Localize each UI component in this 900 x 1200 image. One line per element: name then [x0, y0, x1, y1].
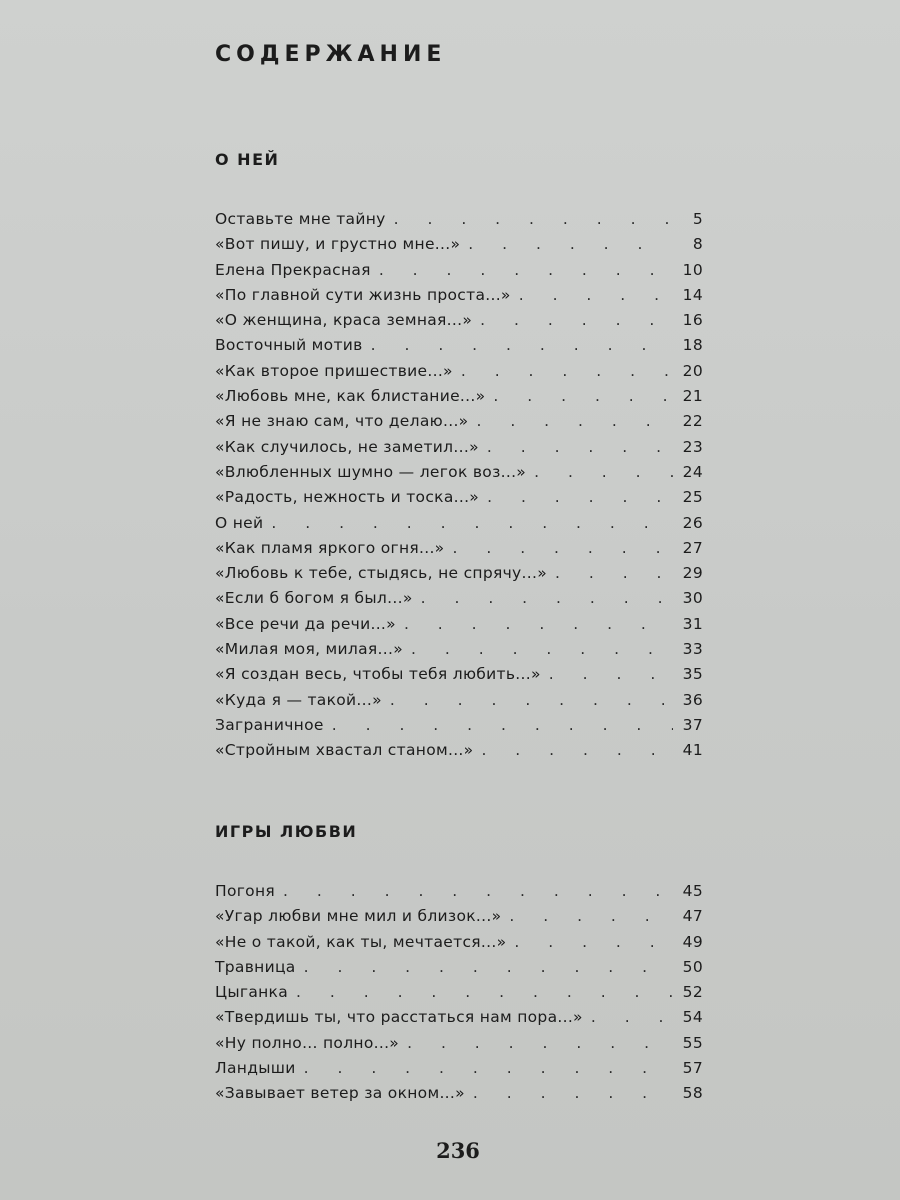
toc-entry-page: 5	[692, 210, 703, 228]
toc-entry	[215, 640, 703, 665]
toc-entry-title: «По главной сути жизнь проста...»	[215, 285, 511, 304]
dot-leader	[421, 589, 673, 607]
toc-entry-title: «Как случилось, не заметил...»	[215, 437, 479, 456]
toc-list-igry-lyubvi	[215, 882, 703, 1110]
toc-entry	[215, 741, 703, 766]
dot-leader	[296, 983, 673, 1001]
toc-entry-page: 29	[682, 564, 703, 583]
toc-entry-title: «Влюбленных шумно — легок воз...»	[215, 462, 527, 481]
toc-entry-page: 18	[682, 336, 703, 355]
dot-leader	[379, 261, 673, 279]
toc-entry-title: Травница	[215, 957, 296, 976]
section-heading-o-nei: О НЕЙ	[215, 150, 280, 169]
toc-entry	[215, 564, 703, 589]
dot-leader	[476, 412, 673, 430]
toc-entry-page: 35	[682, 665, 703, 684]
toc-entry	[215, 412, 703, 437]
toc-entry-page: 50	[682, 957, 703, 976]
toc-entry-title: «Куда я — такой...»	[215, 690, 382, 709]
toc-entry-title: «Стройным хвастал станом...»	[215, 741, 474, 760]
toc-entry-page: 37	[682, 715, 703, 734]
toc-entry-page: 47	[682, 907, 703, 926]
toc-entry	[215, 362, 703, 387]
toc-entry	[215, 261, 703, 286]
toc-entry-page: 24	[682, 462, 703, 481]
toc-entry-page: 8	[692, 235, 703, 254]
toc-entry	[215, 311, 703, 336]
dot-leader	[332, 716, 673, 734]
page-title: СОДЕРЖАНИЕ	[215, 42, 447, 67]
dot-leader	[591, 1008, 673, 1026]
toc-entry	[215, 983, 703, 1008]
dot-leader	[493, 387, 673, 405]
toc-entry	[215, 463, 703, 488]
dot-leader	[534, 463, 673, 481]
toc-entry-title: «Угар любви мне мил и близок...»	[215, 907, 502, 926]
toc-entry	[215, 1084, 703, 1109]
toc-entry-title: О ней	[215, 513, 264, 532]
toc-entry	[215, 488, 703, 513]
toc-entry	[215, 336, 703, 361]
toc-entry-title: Елена Прекрасная	[215, 260, 371, 279]
dot-leader	[407, 1034, 673, 1052]
dot-leader	[487, 438, 673, 456]
toc-entry-title: «Завывает ветер за окном...»	[215, 1084, 465, 1103]
dot-leader	[304, 1059, 673, 1077]
page-number: 236	[436, 1138, 480, 1163]
dot-leader	[404, 615, 673, 633]
toc-entry	[215, 539, 703, 564]
toc-entry-page: 26	[682, 513, 703, 532]
toc-list-o-nei	[215, 210, 703, 767]
toc-entry-page: 31	[682, 614, 703, 633]
toc-entry	[215, 514, 703, 539]
toc-entry-title: «Любовь к тебе, стыдясь, не спрячу...»	[215, 564, 547, 583]
toc-entry-title: Оставьте мне тайну	[215, 210, 386, 228]
toc-entry-title: Погоня	[215, 882, 276, 900]
toc-entry-page: 49	[682, 932, 703, 951]
toc-entry-page: 36	[682, 690, 703, 709]
dot-leader	[283, 882, 673, 900]
toc-entry-title: «Радость, нежность и тоска...»	[215, 488, 480, 507]
toc-entry	[215, 387, 703, 412]
toc-entry	[215, 1059, 703, 1084]
toc-entry-title: «Не о такой, как ты, мечтается...»	[215, 932, 507, 951]
toc-entry-title: Цыганка	[215, 983, 289, 1002]
dot-leader	[411, 640, 673, 658]
toc-entry	[215, 665, 703, 690]
toc-entry-page: 58	[682, 1084, 703, 1103]
toc-entry-page: 20	[682, 361, 703, 380]
toc-entry-page: 21	[682, 387, 703, 406]
dot-leader	[468, 235, 673, 253]
toc-entry	[215, 958, 703, 983]
toc-entry-title: «О женщина, краса земная...»	[215, 311, 473, 330]
toc-entry-title: «Если б богом я был...»	[215, 589, 413, 608]
dot-leader	[519, 286, 673, 304]
dot-leader	[394, 210, 673, 228]
toc-entry-page: 22	[682, 412, 703, 431]
toc-entry-title: Восточный мотив	[215, 336, 363, 355]
dot-leader	[509, 907, 673, 925]
dot-leader	[461, 362, 673, 380]
toc-entry	[215, 235, 703, 260]
dot-leader	[452, 539, 673, 557]
dot-leader	[371, 336, 673, 354]
dot-leader	[555, 564, 673, 582]
toc-entry	[215, 882, 703, 907]
dot-leader	[487, 488, 673, 506]
section-heading-igry-lyubvi: ИГРЫ ЛЮБВИ	[215, 822, 358, 841]
toc-entry-title: «Милая моя, милая...»	[215, 640, 404, 659]
toc-entry-title: «Как второе пришествие...»	[215, 361, 453, 380]
toc-entry-page: 41	[682, 741, 703, 760]
toc-entry-title: «Ну полно... полно...»	[215, 1033, 400, 1052]
toc-entry-page: 52	[682, 983, 703, 1002]
toc-entry-page: 23	[682, 437, 703, 456]
toc-entry-page: 16	[682, 311, 703, 330]
toc-entry-page: 25	[682, 488, 703, 507]
toc-entry-page: 14	[682, 285, 703, 304]
toc-entry-title: «Все речи да речи...»	[215, 614, 396, 633]
toc-entry	[215, 933, 703, 958]
toc-entry-title: «Как пламя яркого огня...»	[215, 538, 445, 557]
toc-entry	[215, 691, 703, 716]
toc-entry-page: 57	[682, 1059, 703, 1078]
toc-entry-page: 27	[682, 538, 703, 557]
toc-entry-page: 33	[682, 640, 703, 659]
dot-leader	[473, 1084, 673, 1102]
toc-entry	[215, 286, 703, 311]
toc-entry-page: 55	[682, 1033, 703, 1052]
dot-leader	[481, 741, 673, 759]
dot-leader	[480, 311, 673, 329]
toc-entry-title: «Твердишь ты, что расстаться нам пора...»	[215, 1008, 583, 1027]
toc-entry-title: «Любовь мне, как блистание...»	[215, 387, 486, 406]
toc-entry-title: «Я не знаю сам, что делаю...»	[215, 412, 469, 431]
toc-entry	[215, 615, 703, 640]
toc-entry-page: 45	[682, 882, 703, 900]
dot-leader	[514, 933, 673, 951]
toc-entry	[215, 1034, 703, 1059]
dot-leader	[304, 958, 673, 976]
toc-entry	[215, 210, 703, 235]
toc-entry-title: «Вот пишу, и грустно мне...»	[215, 235, 461, 254]
toc-entry-title: Ландыши	[215, 1059, 296, 1078]
toc-entry-page: 30	[682, 589, 703, 608]
toc-entry-page: 10	[682, 260, 703, 279]
dot-leader	[390, 691, 673, 709]
toc-entry	[215, 907, 703, 932]
toc-entry-page: 54	[682, 1008, 703, 1027]
toc-entry	[215, 716, 703, 741]
toc-entry	[215, 1008, 703, 1033]
toc-entry	[215, 589, 703, 614]
dot-leader	[549, 665, 673, 683]
dot-leader	[271, 514, 673, 532]
toc-entry-title: «Я создан весь, чтобы тебя любить...»	[215, 665, 541, 684]
toc-entry-title: Заграничное	[215, 715, 324, 734]
toc-entry	[215, 438, 703, 463]
